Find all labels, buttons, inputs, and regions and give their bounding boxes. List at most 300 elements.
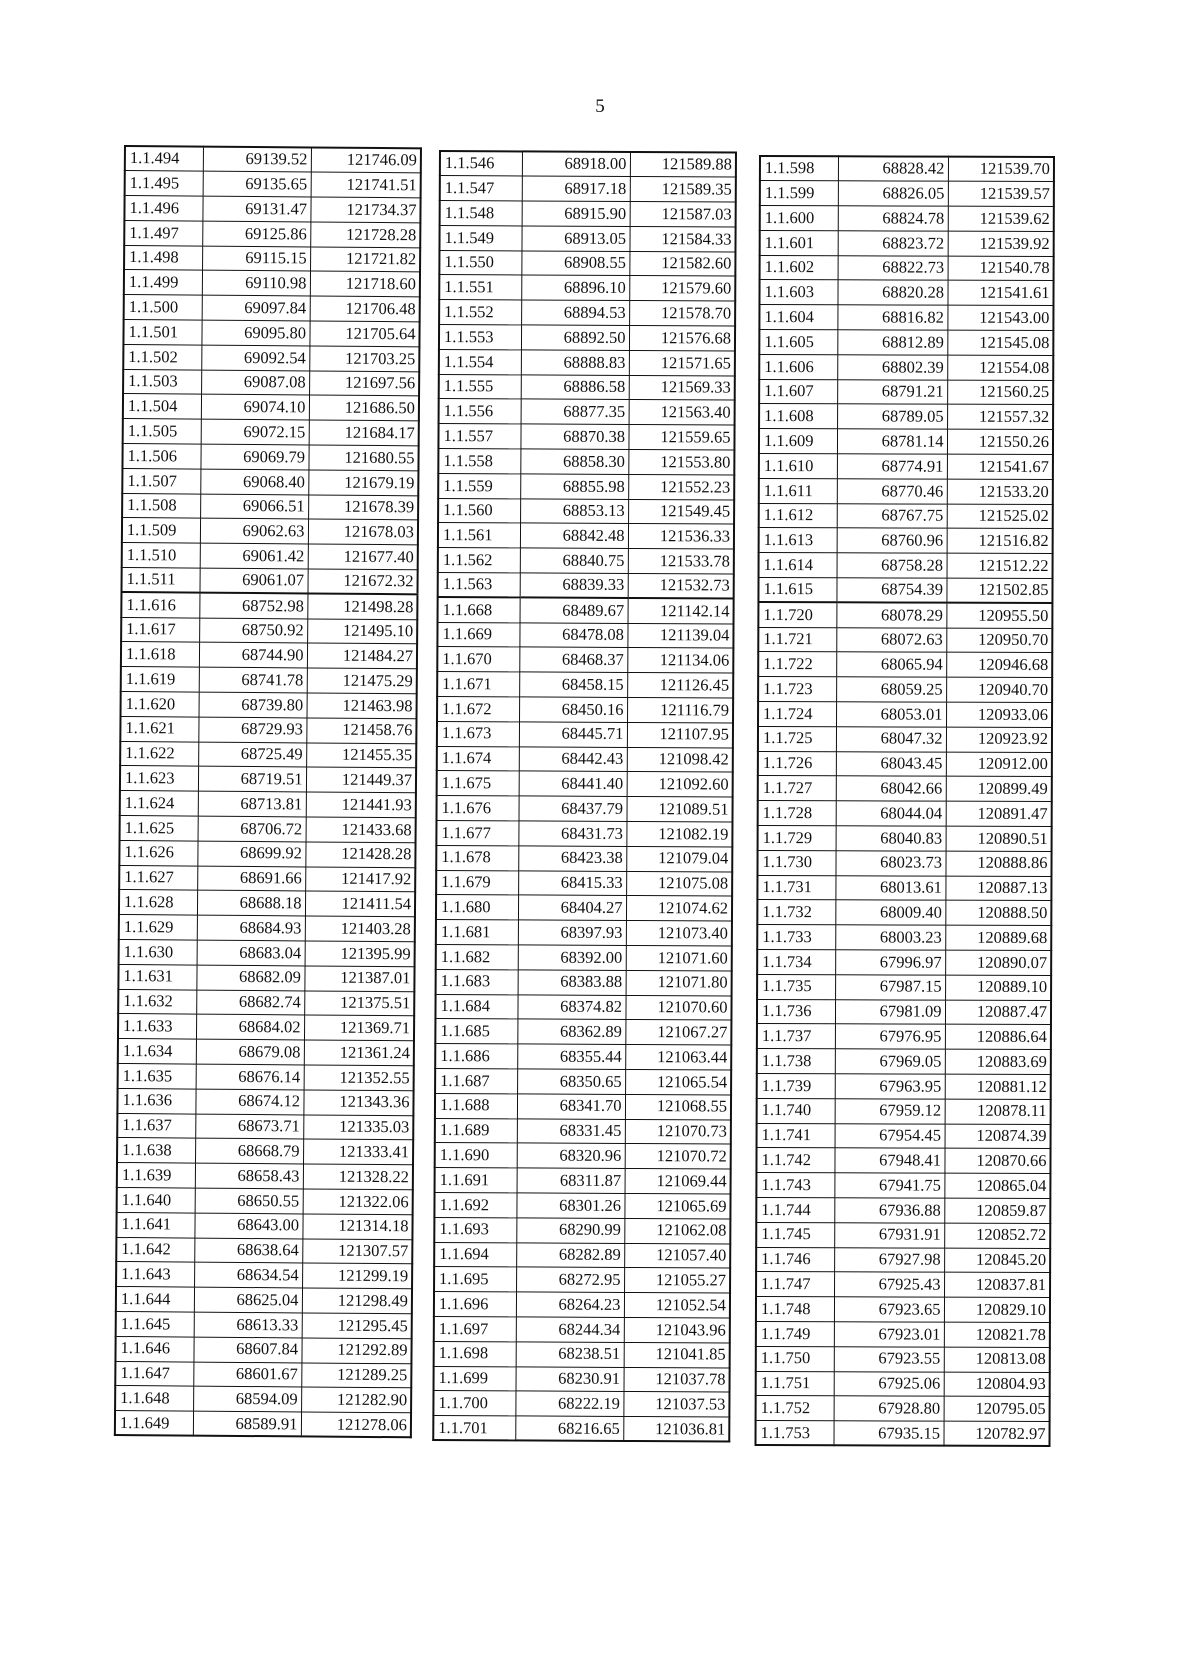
table-row [123,419,419,446]
point-id-cell: 1.1.733 [757,925,835,950]
point-id-cell: 1.1.495 [125,171,203,196]
point-id-cell: 1.1.688 [435,1093,517,1118]
y-coordinate-cell: 121428.28 [305,842,415,868]
table-row [121,617,417,644]
table-row [116,1262,412,1289]
y-coordinate-cell: 121559.65 [628,425,734,450]
y-coordinate-cell: 121455.35 [306,743,416,769]
x-coordinate-cell: 67928.80 [834,1396,944,1421]
y-coordinate-cell: 121307.57 [302,1238,412,1264]
x-coordinate-cell: 67923.65 [834,1297,944,1322]
table-row [760,255,1054,281]
x-coordinate-cell: 68040.83 [836,826,946,851]
table-row [436,944,732,970]
point-id-cell: 1.1.732 [757,900,835,925]
point-id-cell: 1.1.690 [435,1143,517,1168]
y-coordinate-cell: 120890.51 [946,826,1052,851]
point-id-cell: 1.1.686 [435,1044,517,1069]
table-row [437,746,733,772]
point-id-cell: 1.1.559 [438,473,520,498]
y-coordinate-cell: 121680.55 [308,445,418,471]
y-coordinate-cell: 120940.70 [946,677,1052,702]
x-coordinate-cell: 68739.80 [199,692,307,718]
point-id-cell: 1.1.547 [440,176,522,201]
point-id-cell: 1.1.620 [121,692,199,717]
y-coordinate-cell: 121672.32 [307,569,417,595]
x-coordinate-cell: 68719.51 [198,767,306,793]
x-coordinate-cell: 67925.43 [834,1272,944,1297]
point-id-cell: 1.1.621 [120,716,198,741]
table-row [124,270,420,297]
point-id-cell: 1.1.557 [438,424,520,449]
table-row [439,325,735,351]
point-id-cell: 1.1.602 [760,255,838,280]
table-row [116,1212,412,1239]
y-coordinate-cell: 121540.78 [948,256,1054,281]
table-row [122,444,418,471]
point-id-cell: 1.1.726 [758,751,836,776]
y-coordinate-cell: 121055.27 [624,1268,730,1293]
point-id-cell: 1.1.605 [759,330,837,355]
y-coordinate-cell: 121536.33 [628,524,734,549]
table-row [119,890,415,917]
x-coordinate-cell: 68870.38 [520,424,628,449]
y-coordinate-cell: 121502.85 [946,578,1052,603]
x-coordinate-cell: 68423.38 [518,846,626,871]
y-coordinate-cell: 121539.57 [948,181,1054,206]
x-coordinate-cell: 68684.02 [196,1014,304,1040]
point-id-cell: 1.1.558 [438,449,520,474]
table-row [115,1386,411,1413]
table-row [759,280,1053,306]
point-id-cell: 1.1.619 [121,667,199,692]
table-row [755,1421,1049,1447]
x-coordinate-cell: 69131.47 [202,196,310,222]
y-coordinate-cell: 121512.22 [947,553,1053,578]
y-coordinate-cell: 120852.72 [944,1223,1050,1248]
table-row [756,1173,1050,1199]
x-coordinate-cell: 69095.80 [201,320,309,346]
table-row [117,1138,413,1165]
point-id-cell: 1.1.725 [758,726,836,751]
x-coordinate-cell: 68791.21 [837,379,947,404]
point-id-cell: 1.1.720 [758,602,836,627]
x-coordinate-cell: 68658.43 [195,1163,303,1189]
y-coordinate-cell: 121589.35 [630,177,736,202]
point-id-cell: 1.1.699 [434,1366,516,1391]
y-coordinate-cell: 121298.49 [302,1288,412,1314]
y-coordinate-cell: 121541.61 [947,281,1053,306]
point-id-cell: 1.1.698 [434,1341,516,1366]
x-coordinate-cell: 68894.53 [521,300,629,325]
y-coordinate-cell: 121417.92 [305,867,415,893]
table-row [120,741,416,768]
y-coordinate-cell: 120870.66 [944,1149,1050,1174]
point-id-cell: 1.1.606 [759,354,837,379]
y-coordinate-cell: 121065.69 [624,1193,730,1218]
y-coordinate-cell: 121071.80 [626,970,732,995]
table-row [759,454,1053,480]
point-id-cell: 1.1.503 [123,369,201,394]
table-row [757,949,1051,975]
point-id-cell: 1.1.511 [121,568,199,593]
x-coordinate-cell: 68047.32 [836,727,946,752]
x-coordinate-cell: 67948.41 [834,1148,944,1173]
x-coordinate-cell: 68601.67 [193,1362,301,1388]
x-coordinate-cell: 68668.79 [195,1138,303,1164]
table-row [122,493,418,520]
table-row [125,146,421,173]
y-coordinate-cell: 120804.93 [944,1372,1050,1397]
x-coordinate-cell: 68888.83 [521,350,629,375]
y-coordinate-cell: 121041.85 [624,1342,730,1367]
y-coordinate-cell: 120845.20 [944,1248,1050,1273]
table-row [438,597,734,623]
y-coordinate-cell: 121684.17 [309,420,419,446]
table-row [440,151,736,177]
table-row [435,1019,731,1045]
table-row [438,548,734,574]
x-coordinate-cell: 68044.04 [836,801,946,826]
table-row [439,275,735,301]
x-coordinate-cell: 69069.79 [200,444,308,470]
x-coordinate-cell: 68301.26 [516,1193,624,1218]
y-coordinate-cell: 121036.81 [623,1417,729,1442]
table-row [756,1371,1050,1397]
y-coordinate-cell: 121578.70 [629,301,735,326]
table-row [433,1391,729,1417]
point-id-cell: 1.1.674 [437,746,519,771]
table-row [434,1267,730,1293]
y-coordinate-cell: 121411.54 [305,891,415,917]
table-row [438,473,734,499]
table-row [119,840,415,867]
y-coordinate-cell: 121043.96 [624,1317,730,1342]
x-coordinate-cell: 68828.42 [838,156,948,181]
x-coordinate-cell: 68290.99 [516,1218,624,1243]
table-row [435,1093,731,1119]
table-row [117,1163,413,1190]
table-row [439,225,735,251]
point-id-cell: 1.1.494 [125,146,203,171]
table-row [118,989,414,1016]
table-row [117,1088,413,1115]
y-coordinate-cell: 121557.32 [947,405,1053,430]
x-coordinate-cell: 68341.70 [517,1094,625,1119]
point-id-cell: 1.1.679 [436,870,518,895]
table-row [116,1237,412,1264]
point-id-cell: 1.1.613 [759,528,837,553]
point-id-cell: 1.1.611 [759,478,837,503]
x-coordinate-cell: 68489.67 [520,598,628,623]
y-coordinate-cell: 120899.49 [946,777,1052,802]
table-row [436,845,732,871]
table-row [757,999,1051,1025]
point-id-cell: 1.1.700 [433,1391,515,1416]
y-coordinate-cell: 120821.78 [944,1322,1050,1347]
table-row [122,468,418,495]
y-coordinate-cell: 121071.60 [626,945,732,970]
point-id-cell: 1.1.744 [756,1197,834,1222]
table-row [434,1217,730,1243]
y-coordinate-cell: 121706.48 [310,296,420,322]
point-id-cell: 1.1.629 [119,915,197,940]
x-coordinate-cell: 67925.06 [834,1371,944,1396]
point-id-cell: 1.1.616 [121,592,199,617]
point-id-cell: 1.1.600 [760,206,838,231]
x-coordinate-cell: 68725.49 [198,742,306,768]
table-row [759,553,1053,579]
y-coordinate-cell: 121458.76 [306,718,416,744]
table-row [436,969,732,995]
y-coordinate-cell: 120883.69 [945,1049,1051,1074]
y-coordinate-cell: 121550.26 [947,429,1053,454]
point-id-cell: 1.1.505 [123,419,201,444]
x-coordinate-cell: 68634.54 [194,1262,302,1288]
point-id-cell: 1.1.741 [757,1123,835,1148]
x-coordinate-cell: 69062.63 [200,519,308,545]
table-row [760,230,1054,256]
y-coordinate-cell: 121433.68 [306,817,416,843]
y-coordinate-cell: 120886.64 [945,1025,1051,1050]
point-id-cell: 1.1.502 [123,344,201,369]
y-coordinate-cell: 121075.08 [626,871,732,896]
y-coordinate-cell: 120887.47 [945,1000,1051,1025]
table-row [435,1044,731,1070]
point-id-cell: 1.1.737 [757,1024,835,1049]
point-id-cell: 1.1.551 [439,275,521,300]
y-coordinate-cell: 121539.62 [948,206,1054,231]
table-row [124,196,420,223]
x-coordinate-cell: 68896.10 [521,275,629,300]
table-row [436,895,732,921]
point-id-cell: 1.1.730 [757,850,835,875]
table-row [437,672,733,698]
table-row [759,503,1053,529]
y-coordinate-cell: 121328.22 [303,1164,413,1190]
x-coordinate-cell: 68362.89 [517,1019,625,1044]
point-id-cell: 1.1.631 [118,964,196,989]
x-coordinate-cell: 67959.12 [835,1099,945,1124]
point-id-cell: 1.1.562 [438,548,520,573]
table-row [758,578,1052,604]
x-coordinate-cell: 68023.73 [835,851,945,876]
table-row [121,592,417,619]
point-id-cell: 1.1.625 [120,816,198,841]
table-row [758,776,1052,802]
y-coordinate-cell: 121539.70 [948,157,1054,182]
table-row [434,1192,730,1218]
point-id-cell: 1.1.675 [437,771,519,796]
y-coordinate-cell: 121545.08 [947,330,1053,355]
point-id-cell: 1.1.507 [122,468,200,493]
table-row [436,870,732,896]
x-coordinate-cell: 68683.04 [197,940,305,966]
x-coordinate-cell: 68840.75 [520,548,628,573]
y-coordinate-cell: 120795.05 [944,1396,1050,1421]
y-coordinate-cell: 120837.81 [944,1273,1050,1298]
x-coordinate-cell: 69087.08 [201,370,309,396]
point-id-cell: 1.1.750 [756,1346,834,1371]
point-id-cell: 1.1.745 [756,1222,834,1247]
y-coordinate-cell: 121052.54 [624,1293,730,1318]
x-coordinate-cell: 68009.40 [835,900,945,925]
table-row [758,652,1052,678]
y-coordinate-cell: 121582.60 [629,251,735,276]
point-id-cell: 1.1.696 [434,1292,516,1317]
x-coordinate-cell: 68886.58 [521,375,629,400]
y-coordinate-cell: 121516.82 [947,529,1053,554]
y-coordinate-cell: 121092.60 [627,772,733,797]
table-row [758,627,1052,653]
table-row [758,751,1052,777]
y-coordinate-cell: 121589.88 [630,152,736,177]
table-row [756,1247,1050,1273]
point-id-cell: 1.1.615 [758,578,836,603]
y-coordinate-cell: 120946.68 [946,653,1052,678]
x-coordinate-cell: 68350.65 [517,1069,625,1094]
point-id-cell: 1.1.748 [756,1297,834,1322]
point-id-cell: 1.1.723 [758,677,836,702]
y-coordinate-cell: 121677.40 [308,544,418,570]
point-id-cell: 1.1.648 [115,1386,193,1411]
y-coordinate-cell: 120891.47 [946,801,1052,826]
point-id-cell: 1.1.693 [434,1217,516,1242]
table-row [756,1148,1050,1174]
x-coordinate-cell: 68643.00 [194,1213,302,1239]
y-coordinate-cell: 121142.14 [628,598,734,623]
x-coordinate-cell: 68839.33 [520,573,628,598]
point-id-cell: 1.1.553 [439,325,521,350]
x-coordinate-cell: 67981.09 [835,999,945,1024]
point-id-cell: 1.1.695 [434,1267,516,1292]
y-coordinate-cell: 121441.93 [306,792,416,818]
y-coordinate-cell: 121107.95 [627,722,733,747]
coordinate-table-3 [754,155,1055,1447]
x-coordinate-cell: 68729.93 [198,717,306,743]
x-coordinate-cell: 68264.23 [516,1292,624,1317]
x-coordinate-cell: 68003.23 [835,925,945,950]
point-id-cell: 1.1.697 [434,1316,516,1341]
point-id-cell: 1.1.604 [759,305,837,330]
point-id-cell: 1.1.747 [756,1272,834,1297]
y-coordinate-cell: 121686.50 [309,395,419,421]
y-coordinate-cell: 120888.50 [945,901,1051,926]
point-id-cell: 1.1.612 [759,503,837,528]
y-coordinate-cell: 121352.55 [304,1065,414,1091]
y-coordinate-cell: 121292.89 [301,1338,411,1364]
x-coordinate-cell: 68415.33 [518,871,626,896]
x-coordinate-cell: 68789.05 [837,404,947,429]
point-id-cell: 1.1.724 [758,702,836,727]
point-id-cell: 1.1.554 [439,349,521,374]
point-id-cell: 1.1.607 [759,379,837,404]
x-coordinate-cell: 68613.33 [194,1312,302,1338]
table-row [438,523,734,549]
x-coordinate-cell: 69072.15 [201,419,309,445]
point-id-cell: 1.1.632 [118,989,196,1014]
point-id-cell: 1.1.672 [437,697,519,722]
y-coordinate-cell: 121068.55 [625,1094,731,1119]
x-coordinate-cell: 68230.91 [516,1366,624,1391]
y-coordinate-cell: 120923.92 [946,727,1052,752]
table-row [124,220,420,247]
table-row [757,1098,1051,1124]
y-coordinate-cell: 120782.97 [943,1421,1049,1446]
y-coordinate-cell: 121079.04 [626,846,732,871]
point-id-cell: 1.1.614 [759,553,837,578]
y-coordinate-cell: 121678.39 [308,495,418,521]
point-id-cell: 1.1.510 [122,543,200,568]
table-row [123,369,419,396]
point-id-cell: 1.1.752 [756,1396,834,1421]
y-coordinate-cell: 121289.25 [301,1362,411,1388]
y-coordinate-cell: 121295.45 [302,1313,412,1339]
x-coordinate-cell: 69074.10 [201,395,309,421]
y-coordinate-cell: 121062.08 [624,1218,730,1243]
x-coordinate-cell: 68682.74 [196,990,304,1016]
point-id-cell: 1.1.669 [437,622,519,647]
point-id-cell: 1.1.636 [117,1088,195,1113]
x-coordinate-cell: 68374.82 [517,995,625,1020]
point-id-cell: 1.1.681 [436,920,518,945]
y-coordinate-cell: 121278.06 [301,1412,411,1438]
table-row [438,498,734,524]
table-row [439,399,735,425]
x-coordinate-cell: 68674.12 [195,1089,303,1115]
point-id-cell: 1.1.561 [438,523,520,548]
point-id-cell: 1.1.627 [119,865,197,890]
y-coordinate-cell: 121361.24 [304,1040,414,1066]
y-coordinate-cell: 121375.51 [304,991,414,1017]
x-coordinate-cell: 67935.15 [833,1421,943,1446]
y-coordinate-cell: 121718.60 [310,271,420,297]
x-coordinate-cell: 68392.00 [518,945,626,970]
y-coordinate-cell: 121563.40 [629,400,735,425]
point-id-cell: 1.1.610 [759,454,837,479]
x-coordinate-cell: 68820.28 [837,280,947,305]
x-coordinate-cell: 69110.98 [202,271,310,297]
x-coordinate-cell: 68917.18 [522,176,630,201]
x-coordinate-cell: 68638.64 [194,1238,302,1264]
x-coordinate-cell: 68320.96 [517,1143,625,1168]
table-row [757,925,1051,951]
y-coordinate-cell: 120878.11 [945,1099,1051,1124]
x-coordinate-cell: 68842.48 [520,523,628,548]
point-id-cell: 1.1.560 [438,498,520,523]
y-coordinate-cell: 121082.19 [626,822,732,847]
table-row [439,250,735,276]
x-coordinate-cell: 67936.88 [834,1198,944,1223]
x-coordinate-cell: 68812.89 [837,330,947,355]
point-id-cell: 1.1.623 [120,766,198,791]
table-row [120,816,416,843]
table-row [118,1039,414,1066]
table-row [118,964,414,991]
y-coordinate-cell: 121073.40 [626,921,732,946]
point-id-cell: 1.1.691 [435,1168,517,1193]
point-id-cell: 1.1.729 [758,826,836,851]
point-id-cell: 1.1.504 [123,394,201,419]
table-row [125,171,421,198]
y-coordinate-cell: 121065.54 [625,1069,731,1094]
x-coordinate-cell: 68042.66 [836,776,946,801]
table-row [115,1336,411,1363]
point-id-cell: 1.1.635 [118,1063,196,1088]
y-coordinate-cell: 121584.33 [629,226,735,251]
y-coordinate-cell: 121533.20 [947,479,1053,504]
y-coordinate-cell: 120829.10 [944,1297,1050,1322]
